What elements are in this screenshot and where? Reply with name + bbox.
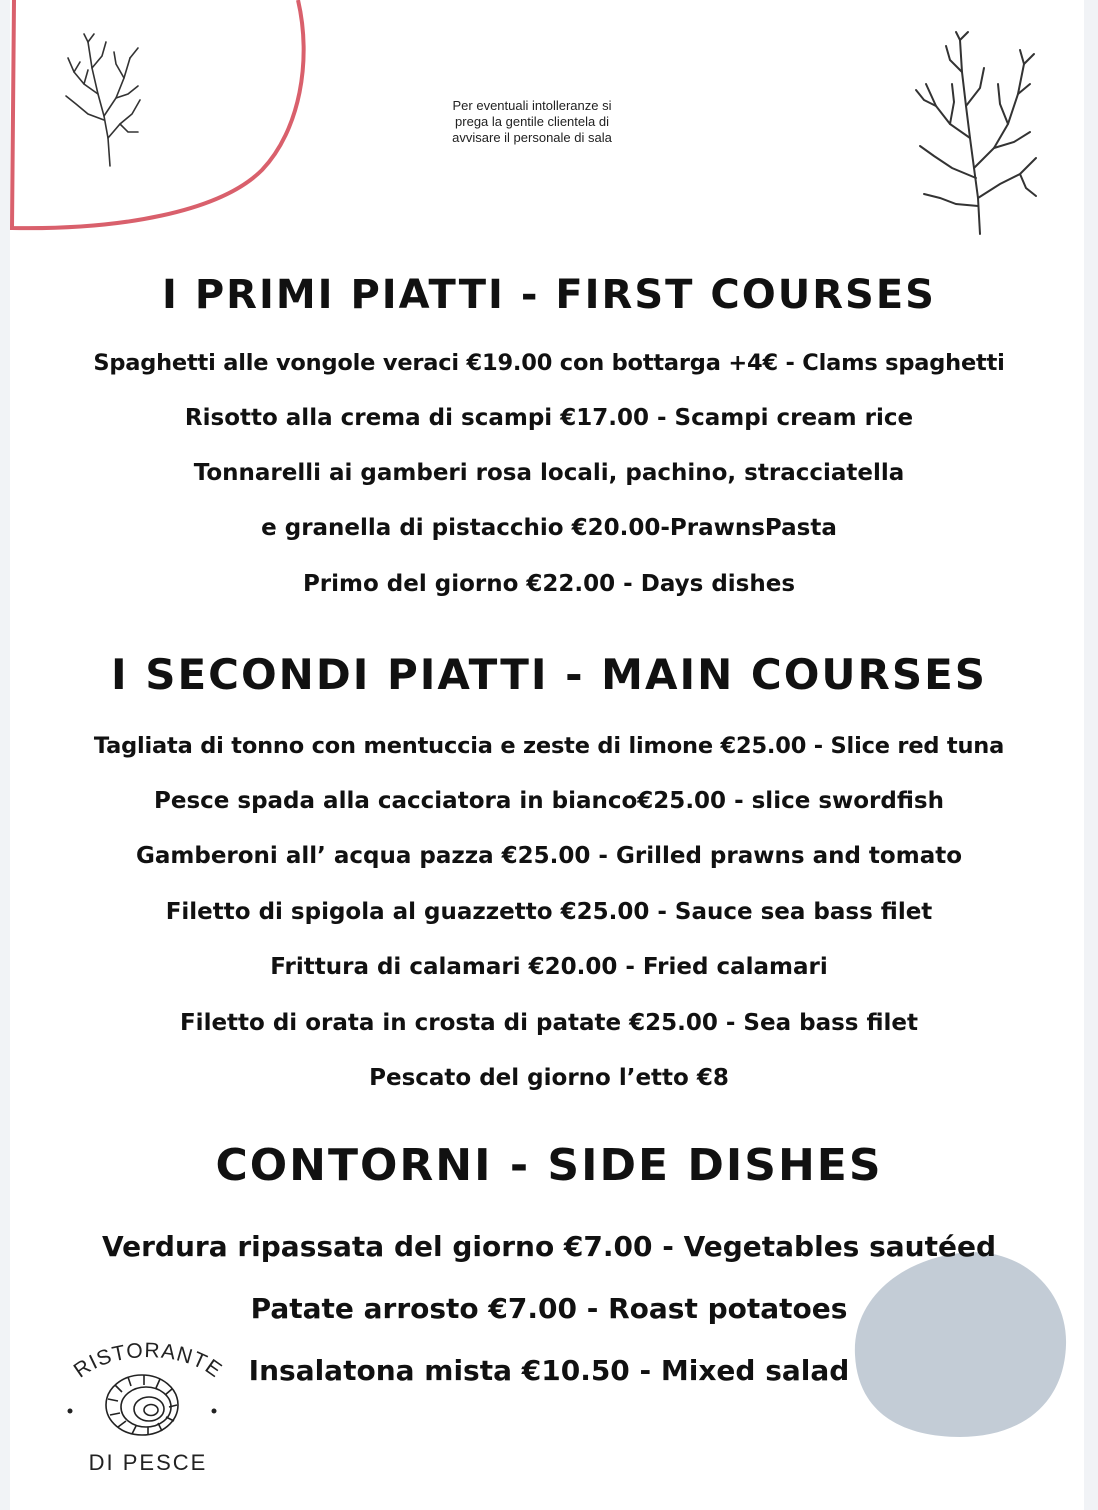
menu-item: Spaghetti alle vongole veraci €19.00 con bottarga +4€ - Clams spaghetti (93, 350, 1005, 376)
notice-line-1: Per eventuali intolleranze si (452, 98, 612, 113)
coral-branch-icon (58, 28, 146, 168)
menu-item: e granella di pistacchio €20.00-PrawnsPasta (261, 515, 837, 541)
menu-item: Filetto di orata in crosta di patate €25.00 - Sea bass filet (179, 1010, 919, 1036)
menu-item: Verdura ripassata del giorno €7.00 - Vegetables sautéed (101, 1230, 997, 1263)
menu-item: Risotto alla crema di scampi €17.00 - Scampi cream rice (184, 405, 914, 431)
section-heading-main-courses: I SECONDI PIATTI - MAIN COURSES (110, 650, 988, 699)
menu-item: Pescato del giorno l’etto €8 (369, 1065, 729, 1091)
allergy-notice (412, 98, 652, 146)
logo-top-text: RISTORANTE (69, 1339, 227, 1383)
section-heading-side-dishes: CONTORNI - SIDE DISHES (215, 1140, 883, 1191)
notice-line-2: prega la gentile clientela di (455, 114, 609, 129)
menu-item: Tonnarelli ai gamberi rosa locali, pachino, stracciatella (193, 460, 905, 486)
coral-branch-icon (910, 28, 1042, 238)
menu-item: Filetto di spigola al guazzetto €25.00 - Sauce sea bass filet (165, 899, 933, 925)
blue-blob-shape (850, 1245, 1075, 1445)
logo-bottom-text: DI PESCE (88, 1450, 208, 1475)
menu-item: Frittura di calamari €20.00 - Fried calamari (270, 954, 828, 980)
menu-item: Primo del giorno €22.00 - Days dishes (302, 571, 796, 597)
menu-item: Insalatona mista €10.50 - Mixed salad (248, 1354, 850, 1387)
menu-item: Tagliata di tonno con mentuccia e zeste di limone €25.00 - Slice red tuna (93, 733, 1005, 759)
menu-item: Gamberoni all’ acqua pazza €25.00 - Grilled prawns and tomato (135, 843, 963, 869)
notice-line-3: avvisare il personale di sala (452, 130, 612, 145)
menu-item: Pesce spada alla cacciatora in bianco€25.00 - slice swordfish (154, 788, 944, 814)
section-heading-first-courses: I PRIMI PIATTI - FIRST COURSES (162, 272, 936, 318)
ammonite-shell-icon (106, 1375, 178, 1435)
menu-item: Patate arrosto €7.00 - Roast potatoes (250, 1292, 848, 1325)
pink-outline-shape (0, 0, 320, 240)
